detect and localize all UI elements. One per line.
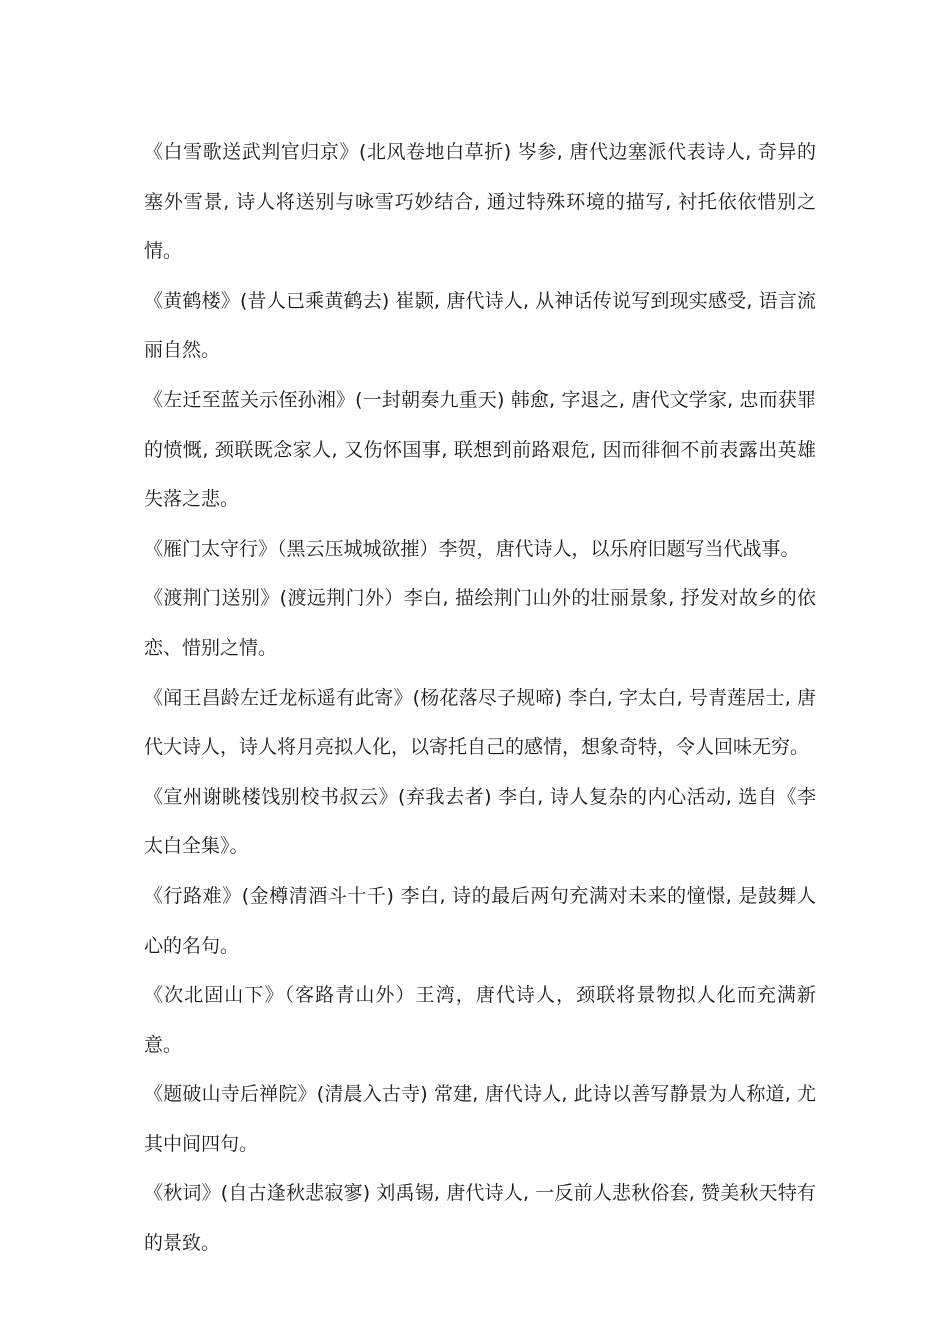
entry-text: 《次北固山下》（客路青山外）王湾，唐代诗人，颈联将景物拟人化而充满新意。 xyxy=(144,984,816,1056)
entry-text: 《题破山寺后禅院》(清晨入古寺) 常建, 唐代诗人, 此诗以善写静景为人称道, 尤其中间四句。 xyxy=(144,1083,816,1155)
entry-text: 《白雪歌送武判官归京》(北风卷地白草折) 岑参, 唐代边塞派代表诗人, 奇异的塞外雪景, 诗人将送别与咏雪巧妙结合, 通过特殊环境的描写, 衬托依依惜别之情。 xyxy=(144,141,816,263)
poem-entry xyxy=(144,525,816,575)
poem-entry xyxy=(144,277,816,376)
poem-entry xyxy=(144,376,816,525)
document-body xyxy=(144,128,816,1269)
poem-entry xyxy=(144,1070,816,1169)
entry-text: 《渡荆门送别》(渡远荆门外）李白, 描绘荆门山外的壮丽景象, 抒发对故乡的依恋、惜别之情。 xyxy=(144,587,816,659)
poem-entry xyxy=(144,574,816,673)
poem-entry xyxy=(144,674,816,773)
poem-entry xyxy=(144,128,816,277)
poem-entry xyxy=(144,1169,816,1268)
entry-text: 《雁门太守行》（黑云压城城欲摧）李贺，唐代诗人，以乐府旧题写当代战事。 xyxy=(144,537,800,560)
entry-text: 《闻王昌龄左迁龙标遥有此寄》(杨花落尽子规啼) 李白, 字太白, 号青莲居士, 唐代大诗人，诗人将月亮拟人化，以寄托自己的感情，想象奇特，令人回味无穷。 xyxy=(144,686,816,759)
entry-text: 《秋词》(自古逢秋悲寂寥) 刘禹锡, 唐代诗人, 一反前人悲秋俗套, 赞美秋天特有的景致。 xyxy=(144,1182,816,1255)
entry-text: 《左迁至蓝关示侄孙湘》(一封朝奏九重天) 韩愈, 字退之, 唐代文学家, 忠而获罪的愤慨, 颈联既念家人, 又伤怀国事, 联想到前路艰危, 因而徘徊不前表露出英雄失落之悲。 xyxy=(144,388,816,511)
entry-text: 《黄鹤楼》(昔人已乘黄鹤去) 崔颢, 唐代诗人, 从神话传说写到现实感受, 语言流丽自然。 xyxy=(144,289,816,362)
entry-text: 《宣州谢眺楼饯别校书叔云》(弃我去者) 李白, 诗人复杂的内心活动, 选自《李太白全集》。 xyxy=(144,785,816,858)
poem-entry xyxy=(144,872,816,971)
poem-entry xyxy=(144,971,816,1070)
poem-entry xyxy=(144,773,816,872)
entry-text: 《行路难》(金樽清酒斗十千) 李白, 诗的最后两句充满对未来的憧憬, 是鼓舞人心的名句。 xyxy=(144,884,816,957)
